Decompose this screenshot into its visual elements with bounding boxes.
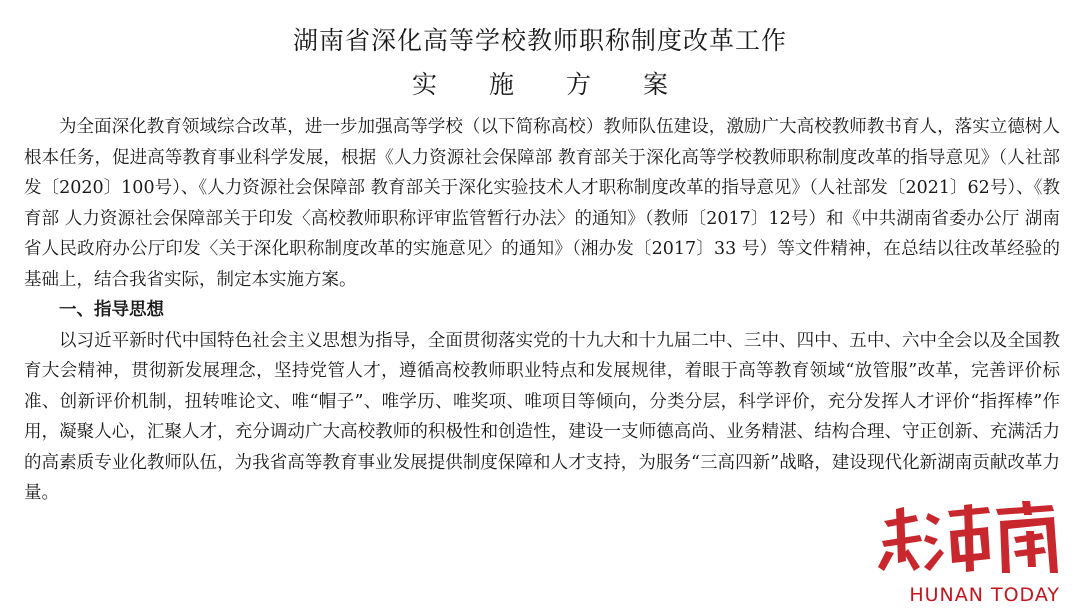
section-heading: 一、指导思想: [59, 300, 164, 320]
document-title: 湖南省深化高等学校教师职称制度改革工作: [292, 26, 787, 55]
guiding-ideology-paragraph: 以习近平新时代中国特色社会主义思想为指导，全面贯彻落实党的十九大和十九届二中、三中、四中、五中、六中全会以及全国教育大会精神，贯彻新发展理念，坚持党管人才，遵循高校教师职业特点和发展规律，着眼于高等教育领域“放管服”改革，完善评价标准、创新评价机制，扭转唯论文、唯“帽子”、唯学历、唯奖项、唯项目等倾向，分类分层，科学评价，充分发挥人才评价“指挥棒”作用，凝聚人心，汇聚人才，充分调动广大高校教师的积极性和创造性，建设一支师德高尚、业务精湛、结构合理、守正创新、充满活力的高素质专业化教师队伍，为我省高等教育事业发展提供制度保障和人才支持，为服务“三高四新”战略，建设现代化新湖南贡献改革力量。: [24, 330, 1060, 503]
intro-paragraph: 为全面深化教育领域综合改革，进一步加强高等学校（以下简称高校）教师队伍建设，激励广大高校教师教书育人，落实立德树人根本任务，促进高等教育事业科学发展，根据《人力资源社会保障部 教育部关于深化高等学校教师职称制度改革的指导意见》（人社部发〔2020〕100号）、《人力资源社会保障部 教育部关于深化实验技术人才职称制度改革的指导意见》（人社部发〔2021〕62号）、《教育部 人力资源社会保障部关于印发〈高校教师职称评审监管暂行办法〉的通知》（教师〔2017〕12号）和《中共湖南省委办公厅 湖南省人民政府办公厅印发〈关于深化职称制度改革的实施意见〉的通知》（湘办发〔2017〕33 号）等文件精神，在总结以往改革经验的基础上，结合我省实际，制定本实施方案。: [24, 117, 1060, 290]
watermark: [876, 501, 1066, 606]
watermark-brand-text: HUNAN TODAY: [909, 584, 1060, 606]
document-body: [24, 112, 1060, 509]
xinhunan-logo: [876, 501, 1066, 576]
document-subtitle: 实施方案: [411, 70, 720, 99]
